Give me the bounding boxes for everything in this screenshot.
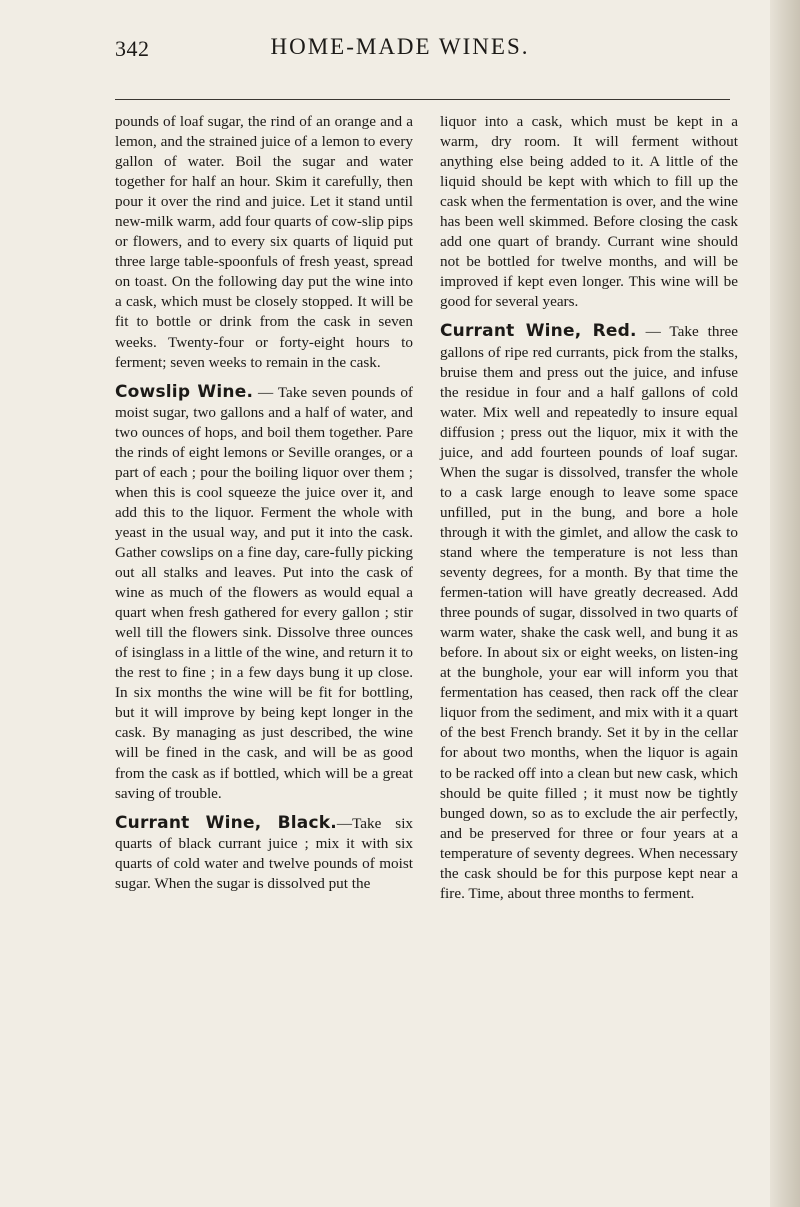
- recipe-heading: Cowslip Wine.: [115, 381, 254, 402]
- running-head: HOME-MADE WINES.: [270, 34, 530, 59]
- recipe-body: — Take seven pounds of moist sugar, two gallons and a half of water, and two ounces of hops, and boil them together. Pare the rinds of eight lemons or Seville oranges, or a part of each ; pour the boiling liquor over them ; when this is cool squeeze the juice over it, and add this to the liquor. Ferment the whole with yeast in the usual way, and put it into the cask. Gather cowslips on a fine day, care-fully picking out all stalks and leaves. Put into the cask of wine as much of the flowers as would equal a quart when fresh gathered for every gallon ; stir well till the flowers sink. Dissolve three ounces of isinglass in a little of the wine, and return it to the rest to fine ; in a few days bung it up close. In six months the wine will be fit for bottling, but it will improve by being kept longer in the cask. By managing as just described, the wine will be fined in the cask, and will be as good from the cask as if bottled, which will be a great saving of trouble.: [115, 383, 413, 802]
- paragraph-continuation: pounds of loaf sugar, the rind of an orange and a lemon, and the strained juice of a lemon to every gallon of water. Boil the sugar and water together for half an hour. Skim it carefully, then pour it over the rind and juice. Let it stand until new-milk warm, add four quarts of cow-slip pips or flowers, and to every six quarts of liquid put three large table-spoonfuls of fresh yeast, spread on toast. On the following day put the wine into a cask, which must be closely stopped. It will be fit to bottle or drink from the cask in seven weeks. Twenty-four or forty-eight hours to ferment; seven weeks to remain in the cask.: [115, 113, 413, 371]
- paragraph-continuation: liquor into a cask, which must be kept in a warm, dry room. It will ferment without anything else being added to it. A little of the liquid should be kept with which to fill up the cask when the fermentation is over, and the wine has been well skimmed. Before closing the cask add one quart of brandy. Currant wine should not be bottled for twelve months, and will be improved if kept even longer. This wine will be good for several years.: [440, 113, 738, 311]
- recipe-currant-wine-black: [115, 813, 413, 894]
- recipe-cowslip-wine: [115, 382, 413, 804]
- recipe-heading: Currant Wine, Red.: [440, 321, 637, 342]
- page-edge-shadow: [770, 0, 800, 1207]
- recipe-body: —Take six quarts of black currant juice ; mix it with six quarts of cold water and twelve pounds of moist sugar. When the sugar is dissolved put the: [115, 814, 414, 892]
- page-number: 342: [115, 36, 150, 61]
- recipe-body: — Take three gallons of ripe red currants, pick from the stalks, bruise them and press out the juice, and infuse the residue in four and a half gallons of cold water. Mix well and repeatedly to insure equal diffusion ; press out the liquor, mix it with the juice, and add fourteen pounds of loaf sugar. When the sugar is dissolved, transfer the whole to a cask large enough to leave some space unfilled, put in the bung, and bore a hole through it with the gimlet, and allow the cask to stand where the temperature is not less than seventy degrees, for a month. By that time the fermen-tation will have greatly decreased. Add three pounds of sugar, dissolved in two quarts of warm water, shake the cask well, and bung it as before. In about six or eight weeks, on listen-ing at the bunghole, your ear will inform you that fermentation has ceased, then rack off the clear liquor from the sediment, and mix with it a quart of the best French brandy. Set it by in the cellar for about two months, when the liquor is again to be racked off into a clean but new cask, which should be quite filled ; it must now be tightly bunged down, so as to exclude the air perfectly, and be preserved for three or four years at a temperature of seventy degrees. When necessary the cask should be for this purpose kept near a fire. Time, about three months to ferment.: [440, 323, 738, 902]
- recipe-currant-wine-red: [440, 321, 738, 903]
- right-column: [440, 112, 738, 904]
- header-rule: [115, 99, 730, 100]
- recipe-heading: Currant Wine, Black.: [115, 812, 337, 833]
- left-column: [115, 112, 413, 894]
